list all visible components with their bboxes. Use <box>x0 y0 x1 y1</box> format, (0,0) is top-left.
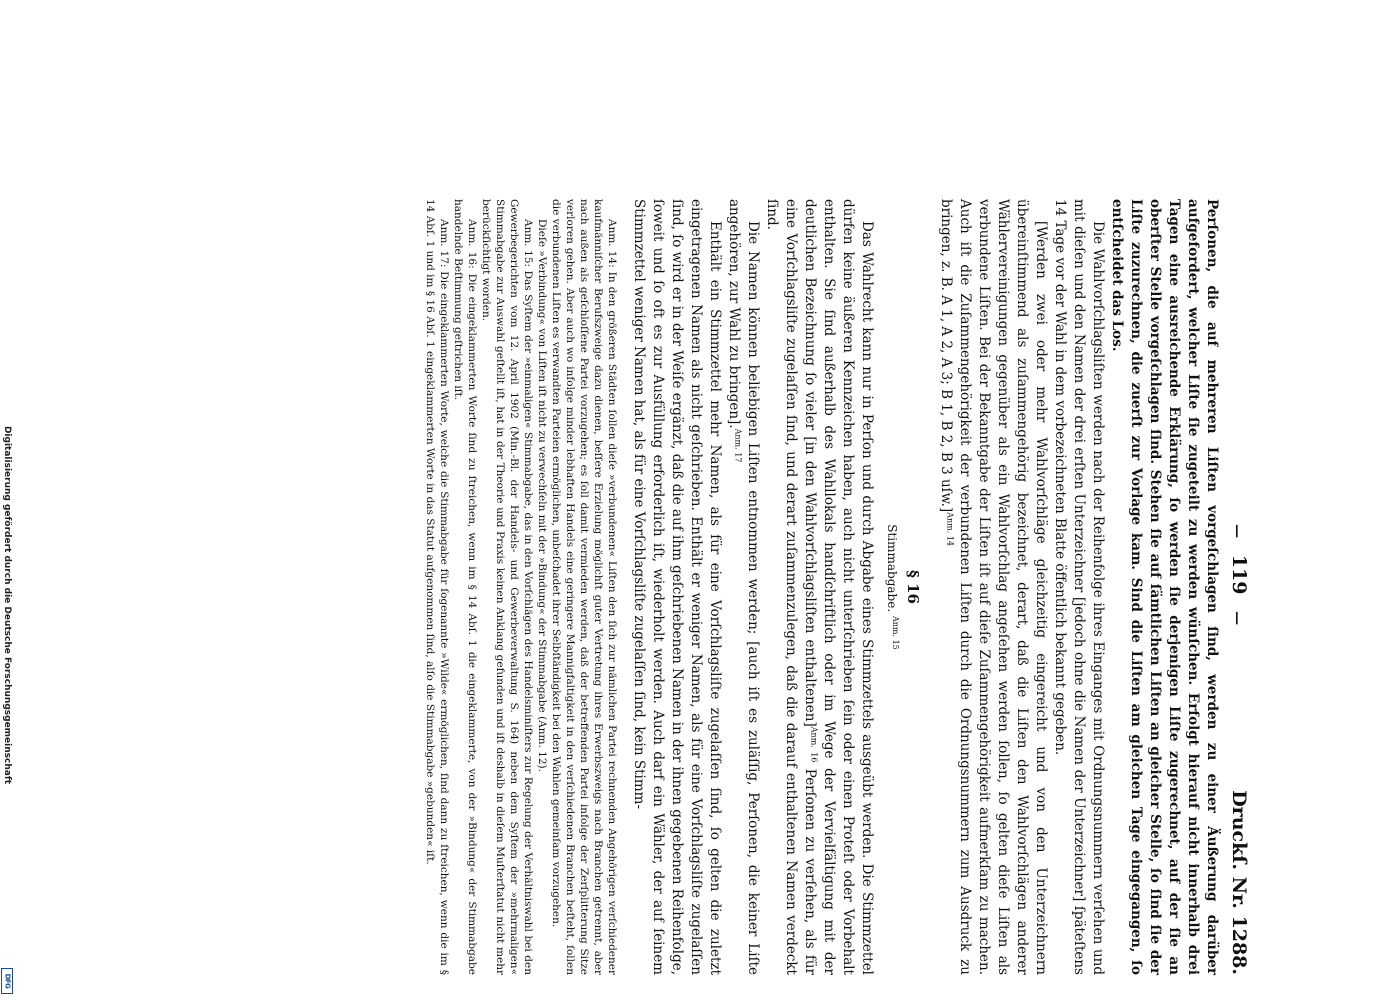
page-header <box>1227 199 1248 975</box>
paragraph-3-text: [Werden zwei oder mehr Wahlvorſchläge gleichzeitig eingereicht und von den Unterzeichnern übereinſtimmend als zuſammengehörig bezeichnet, derart, daß die Liſten den Wahlvorſchlägen anderer Wählervereinigungen gegenüber als ein Wahlvorſchlag angeſehen werden ſollen, ſo gelten dieſe Liſten als verbundene Liſten. Bei der Bekanntgabe der Liſten iſt auf dieſe Zuſammengehörigkeit aufmerkſam zu machen. Auch iſt die Zuſammengehörigkeit der verbundenen Liſten durch die Ordnungsnummern zum Ausdruck zu bringen, z. B. A 1, A 2, A 3; B 1, B 2, B 3 uſw.] <box>938 199 1049 975</box>
paragraph-4a: Das Wahlrecht kann nur in Perſon und durch Abgabe eines Stimmzettels ausgeübt werden. Die Stimmzettel dürfen keine äußeren Kennzeichen haben, auch nicht unterſchrieben ſein oder einen Proteſt oder Vorbehalt enthalten. Sie ſind außerhalb des Wahllokals handſchriftlich oder im Wege der Vervielfältigung mit der deutlichen Bezeichnung ſo vieler [in den Wahlvorſchlagsliſten enthaltenen] <box>802 199 875 975</box>
footnote-16: Anm. 16: Die eingeklammerten Worte ſind zu ſtreichen, wenn im § 14 Abſ. 1 die eingeklammerte, von der »Bindung« der Stimmabgabe handelnde Beſtimmung geſtrichen iſt. <box>452 199 478 975</box>
rotated-document-page <box>140 175 1260 995</box>
paragraph-5a: Die Namen können beliebigen Liſten entnommen werden; [auch iſt es zuläſſig, Perſonen, die keiner Liſte angehören, zur Wahl zu bringen]. <box>726 199 761 975</box>
footnote-14: Anm. 14: In den größeren Städten ſollen dieſe »verbundenen« Liſten den ſich zur nämlichen Partei rechnenden Angehörigen verſchiedener kaufmänniſcher Berufszweige dazu dienen, beſſere Erzielung möglichſt guter Vertretung ihres Erwerbszweigs nach Branchen getrennt, aber nach außen als geſchloſſene Partei vorzugehen; es ſoll damit vermieden werden, daß der betreffenden Partei infolge der Zerſplitterung Sitze verloren gehen. Aber auch wo infolge minder lebhaften Handels eine geringere Mannigfaltigkeit in den verſchiedenen Branchen beſteht, ſollen die verbundenen Liſten es verwandten Parteien ermöglichen, unbeſchadet ihrer Selbſtändigkeit bei den Wahlen gemeinſam vorzugehen. <box>550 199 618 975</box>
footnotes <box>423 199 619 975</box>
dash-left: — <box>1229 524 1245 539</box>
footnote-ref-14: Anm. 14 <box>945 512 955 546</box>
watermark-text: Digitalisierung gefördert durch die Deutsche Forschungsgemeinschaft <box>2 425 12 785</box>
paragraph-2: Die Wahlvorſchlagsliſten werden nach der Reihenfolge ihres Einganges mit Ordnungsnummern verſehen und mit dieſen und den Namen der drei erſten Unterzeichner [jedoch ohne die Namen der Unterzeichner] ſpäteſtens 14 Tage vor der Wahl in dem vorbezeichneten Blatte öffentlich bekannt gegeben. <box>1052 199 1106 975</box>
paragraph-1: Perſonen, die auf mehreren Liſten vorgeſchlagen ſind, werden zu einer Äußerung darüber aufgefordert, welcher Liſte ſie zugeteilt zu werden wünſchen. Erfolgt hierauf nicht innerhalb drei Tagen eine ausreichende Erklärung, ſo werden ſie derjenigen Liſte zugerechnet, auf der ſie an oberſter Stelle vorgeſchlagen ſind. Stehen ſie auf ſämtlichen Liſten an gleicher Stelle, ſo ſind ſie der Liſte zuzurechnen, die zuerſt zur Vorlage kam. Sind die Liſten am gleichen Tage eingegangen, ſo entſcheidet das Los. <box>1109 199 1220 975</box>
drucksache-number: Druckſ. Nr. 1288. <box>1228 790 1250 975</box>
dfg-logo-text: DFG <box>3 973 11 989</box>
paragraph-3 <box>936 199 1050 975</box>
footnote-ref-15: Anm. 15 <box>891 615 900 650</box>
scanned-page-area <box>140 175 1260 995</box>
page-number-line <box>1227 359 1248 790</box>
dfg-logo-icon <box>1 968 13 994</box>
section-subheading-text: Stimmabgabe. <box>885 524 899 613</box>
paragraph-4b: Perſonen zu verſehen, als für eine Vorſchlagsliſte zugelaſſen ſind, und derart zuſammenzulegen, daß die darauf enthaltenen Namen verdeckt ſind. <box>764 199 818 976</box>
paragraph-5 <box>724 199 762 975</box>
footnote-ref-16: Anm. 16 <box>809 726 819 763</box>
footnote-14b: Dieſe »Verbindung« von Liſten iſt nicht zu verwechſeln mit der »Bindung« der Stimmabgabe (Anm. 12). <box>536 219 548 772</box>
paragraph-4 <box>762 199 876 975</box>
footnote-ref-17: Anm. 17 <box>733 428 743 463</box>
footnote-15: Anm. 15: Das Syſtem der »einmaligen« Stimmabgabe, das in den Vorſchlägen des Handelsminiſters zur Regelung der Verhältniswahl bei den Gewerbegerichten vom 12. April 1902 (Min.-Bl. der Handels- und Gewerbeverwaltung S. 164) neben dem Syſtem der »mehrmaligen« Stimmabgabe zur Auswahl geſtellt iſt, hat in der Theorie und Praxis keinen Anklang gefunden und iſt deshalb in dieſem Muſterſtatut nicht mehr berückſichtigt worden. <box>480 199 534 975</box>
dash-right: — <box>1229 611 1245 626</box>
page-number: 119 <box>1228 554 1250 595</box>
section-subheading <box>882 199 901 975</box>
footnote-17: Anm. 17: Die eingeklammerten Worte, welche die Stimmabgabe für ſogenannte »Wilde« ermöglichen, ſind dann zu ſtreichen, wenn die im § 14 Abſ. 1 und im § 16 Abſ. 1 eingeklammerten Worte in das Statut aufgenommen ſind, alſo die Stimmabgabe »gebunden« iſt. <box>424 199 450 975</box>
section-heading: § 16 <box>904 570 922 604</box>
dfg-watermark <box>0 0 14 1000</box>
paragraph-6: Enthält ein Stimmzettel mehr Namen, als für eine Vorſchlagsliſte zugelaſſen ſind, ſo gelten die zuletzt eingetragenen Namen als nicht geſchrieben. Enthält er weniger Namen, als für eine Vorſchlagsliſte zugelaſſen ſind, ſo wird er in der Weiſe ergänzt, daß die auf ihm geſchriebenen Namen in der ihnen gegebenen Reihenfolge, ſoweit und ſo oft es zur Ausfüllung erforderlich iſt, wiederholt werden. Auch darf ein Wähler, der auf ſeinem Stimmzettel weniger Namen hat, als für eine Vorſchlagsliſte zugelaſſen ſind, kein Stimm- <box>631 199 723 975</box>
